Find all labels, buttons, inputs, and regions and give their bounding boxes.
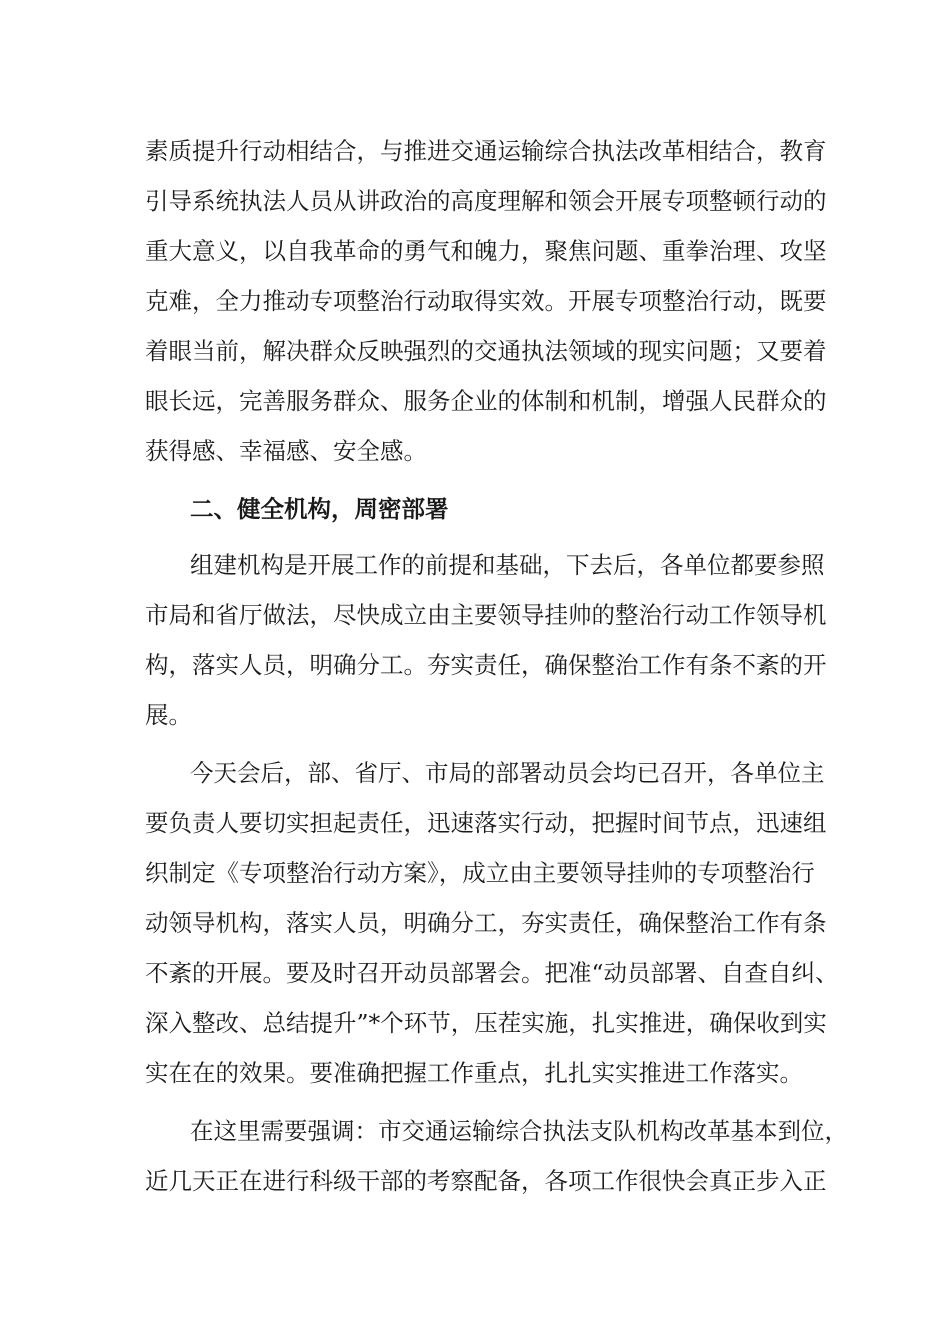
body-text-line: 今天会后，部、省厅、市局的部署动员会均已召开，各单位主 [190,759,825,787]
body-text-line: 组建机构是开展工作的前提和基础，下去后，各单位都要参照 [190,551,825,579]
body-text-line: 着眼当前，解决群众反映强烈的交通执法领域的现实问题；又要着 [145,337,827,365]
section-heading: 二、健全机构，周密部署 [190,495,449,523]
body-text-line: 深入整改、总结提升”*个环节，压茬实施，扎实推进，确保收到实 [145,1009,827,1037]
body-text-line: 近几天正在进行科级干部的考察配备，各项工作很快会真正步入正 [145,1167,827,1195]
body-text-line: 要负责人要切实担起责任，迅速落实行动，把握时间节点，迅速组 [145,809,827,837]
body-text-line: 素质提升行动相结合，与推进交通运输综合执法改革相结合，教育 [145,137,827,165]
body-text-line: 实在在的效果。要准确把握工作重点，扎扎实实推进工作落实。 [145,1059,803,1087]
body-text-line: 在这里需要强调：市交通运输综合执法支队机构改革基本到位， [190,1117,848,1145]
body-text-line: 构，落实人员，明确分工。夯实责任，确保整治工作有条不紊的开 [145,651,827,679]
body-text-line: 重大意义，以自我革命的勇气和魄力，聚焦问题、重拳治理、攻坚 [145,237,827,265]
body-text-line: 眼长远，完善服务群众、服务企业的体制和机制，增强人民群众的 [145,387,827,415]
body-text-line: 动领导机构，落实人员，明确分工，夯实责任，确保整治工作有条 [145,909,827,937]
body-text-line: 织制定《专项整治行动方案》，成立由主要领导挂帅的专项整治行 [145,859,815,887]
body-text-line: 克难，全力推动专项整治行动取得实效。开展专项整治行动，既要 [145,287,827,315]
body-text-line: 引导系统执法人员从讲政治的高度理解和领会开展专项整顿行动的 [145,187,827,215]
body-text-line: 市局和省厅做法，尽快成立由主要领导挂帅的整治行动工作领导机 [145,601,827,629]
body-text-line: 不紊的开展。要及时召开动员部署会。把准“动员部署、自查自纠、 [145,959,839,987]
body-text-line: 获得感、幸福感、安全感。 [145,437,427,465]
body-text-line: 展。 [145,701,192,729]
